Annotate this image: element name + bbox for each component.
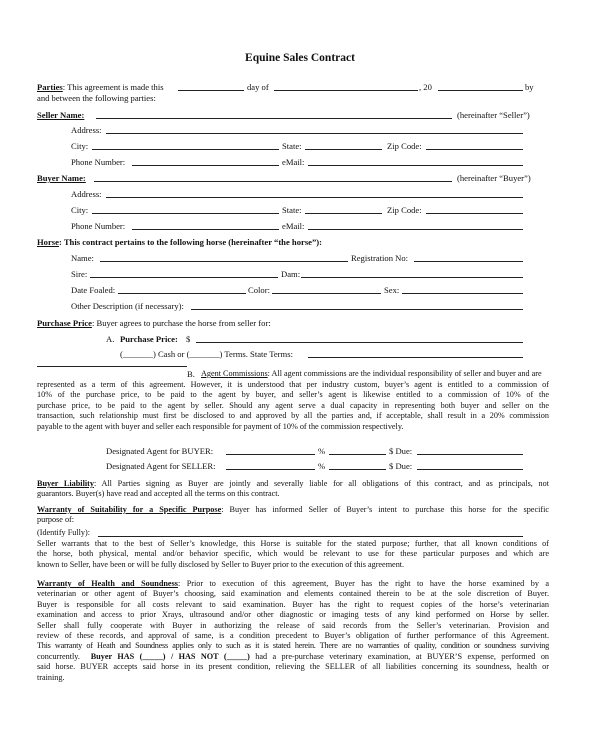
- health-line: training.: [37, 672, 65, 682]
- seller-phone-label: Phone Number:: [71, 157, 126, 167]
- agent-seller-pct-field[interactable]: [329, 469, 386, 470]
- purchase-price-label: Purchase Price:: [120, 334, 178, 344]
- identify-field[interactable]: [98, 536, 523, 537]
- health-label: Warranty of Health and Soundness: [37, 579, 178, 588]
- commissions-body: [37, 380, 549, 432]
- color-label: Color:: [248, 285, 270, 295]
- health-first-line: [37, 579, 549, 589]
- agent-seller-due: $ Due:: [389, 461, 413, 471]
- identify-label: (Identify Fully):: [37, 528, 90, 537]
- buyer-address-field[interactable]: [106, 197, 523, 198]
- agent-seller-pct: %: [318, 461, 326, 471]
- buyer-address-label: Address:: [71, 189, 102, 199]
- document-title: Equine Sales Contract: [245, 52, 355, 64]
- parties-label: Parties: [37, 82, 63, 92]
- sire-label: Sire:: [71, 269, 88, 279]
- buyer-state-label: State:: [282, 205, 302, 215]
- dam-label: Dam:: [281, 269, 301, 279]
- cash-terms-text: (_______) Cash or (_______) Terms. State Terms:: [120, 349, 293, 359]
- health-line: Seller shall fully cooperate with Buyer in authorizing the release of said records from the Seller’s veterinarian. Provision and: [37, 620, 549, 630]
- seller-herein: (hereinafter “Seller”): [457, 110, 530, 120]
- buyer-zip-field[interactable]: [426, 213, 523, 214]
- agent-buyer-pct-field[interactable]: [329, 454, 386, 455]
- horse-name-field[interactable]: [100, 261, 348, 262]
- month-field[interactable]: [274, 90, 418, 91]
- year-field[interactable]: [438, 90, 523, 91]
- sex-label: Sex:: [384, 285, 400, 295]
- buyer-zip-label: Zip Code:: [387, 205, 422, 215]
- suitability-first: : Buyer has informed Seller of Buyer’s intent to purchase this horse for the specific: [221, 505, 549, 514]
- buyer-email-field[interactable]: [308, 229, 523, 230]
- horse-line: [37, 237, 322, 247]
- agent-seller-due-field[interactable]: [417, 469, 523, 470]
- parties-line: [37, 82, 164, 92]
- agent-seller-field[interactable]: [226, 469, 315, 470]
- day-of-label: day of: [247, 82, 269, 92]
- seller-email-label: eMail:: [282, 157, 305, 167]
- commissions-first-line: [201, 369, 549, 379]
- date-foaled-field[interactable]: [118, 293, 246, 294]
- suitability-label: Warranty of Suitability for a Specific Purpose: [37, 505, 222, 514]
- buyer-email-label: eMail:: [282, 221, 305, 231]
- agent-buyer-field[interactable]: [226, 454, 315, 455]
- buyer-name-label: Buyer Name:: [37, 173, 86, 183]
- health-line: review of these records, and approval of same, is a condition precedent to Buyer’s obligation of further performance of this Agreement.: [37, 631, 549, 641]
- agent-buyer-pct: %: [318, 446, 326, 456]
- buyer-city-label: City:: [71, 205, 89, 215]
- seller-city-field[interactable]: [92, 149, 279, 150]
- buyer-has-choice: Buyer HAS (_____) / HAS NOT (_____): [90, 651, 250, 661]
- buyer-herein: (hereinafter “Buyer”): [457, 173, 531, 183]
- suitability-line: the horse, both physical, mental and/or behavior specific, which would be relevant to use for these particular purposes and which are: [37, 549, 549, 559]
- liability-label: Buyer Liability: [37, 479, 94, 488]
- liability-section: [37, 479, 549, 500]
- seller-address-field[interactable]: [106, 133, 523, 134]
- parties-text: : This agreement is made this: [62, 82, 164, 92]
- agent-seller-label: Designated Agent for SELLER:: [106, 461, 216, 471]
- purchase-price-field[interactable]: [196, 342, 523, 343]
- registration-field[interactable]: [414, 261, 523, 262]
- other-description-field[interactable]: [191, 309, 523, 310]
- purchase-line: [37, 318, 271, 328]
- dam-field[interactable]: [301, 277, 523, 278]
- suitability-line: Seller warrants that to the best of Seller’s knowledge, this Horse is suitable for the stated purpose; further, that all known conditions of: [37, 539, 549, 548]
- sire-field[interactable]: [90, 277, 278, 278]
- suitability-purpose: purpose of:: [37, 515, 75, 525]
- commissions-line: 10% of the purchase price, to be paid to the agent by buyer, and seller’s agent is likewise entitled to a commission of 10% of the: [37, 390, 549, 400]
- registration-label: Registration No:: [351, 253, 409, 263]
- suitability-first-line: [37, 505, 549, 515]
- health-exam-line: [37, 652, 549, 662]
- health-exam-rest: had a pre-purchase veterinary examination, at BUYER’S expense, performed on: [249, 651, 550, 661]
- purchase-label: Purchase Price: [37, 318, 92, 328]
- seller-state-field[interactable]: [305, 149, 382, 150]
- sex-field[interactable]: [402, 293, 523, 294]
- by-label: by: [525, 82, 534, 92]
- commissions-line: transaction, such relationship must first be disclosed to and approved by all the parties and, if acceptable, shall result in a 20% commission: [37, 411, 549, 421]
- liability-line-1: [37, 479, 549, 489]
- seller-city-label: City:: [71, 141, 89, 151]
- health-section: [37, 579, 549, 683]
- horse-label: Horse: [37, 237, 59, 247]
- commissions-line: purchase price, to be paid to the agent by seller. Should any agent serve a dual capacity in representing both buyer and seller on the: [37, 400, 549, 410]
- health-line: said horse. BUYER accepts said horse in its present condition, relieving the SELLER of all liabilities concerning its soundness, health or: [37, 662, 549, 672]
- health-line: veterinarian or other agent of Buyer’s choosing, said examination and elements contained therein to be at the sole discretion of Buyer.: [37, 589, 549, 599]
- agent-buyer-due-field[interactable]: [417, 454, 523, 455]
- health-line: examination and access to prior Xrays, ultrasound and/or other diagnostic or imaging tests of any kind performed on Horse by seller.: [37, 610, 549, 620]
- buyer-city-field[interactable]: [92, 213, 279, 214]
- suitability-body: [37, 539, 549, 570]
- health-concurrently: concurrently.: [37, 651, 80, 661]
- seller-email-field[interactable]: [308, 165, 523, 166]
- seller-name-label: Seller Name:: [37, 110, 85, 120]
- agent-buyer-due: $ Due:: [389, 446, 413, 456]
- day-field[interactable]: [178, 90, 244, 91]
- seller-phone-field[interactable]: [132, 165, 279, 166]
- date-foaled-label: Date Foaled:: [71, 285, 116, 295]
- dollar-sign: $: [186, 334, 191, 344]
- buyer-phone-field[interactable]: [132, 229, 279, 230]
- health-line: This warranty of Heath and Soundness applies only to such as it is stated herein. There are no warranties of quality, condition or soundness surviving: [37, 641, 549, 651]
- liability-line-2: guarantors. Buyer(s) have read and accepted all the terms on this contract.: [37, 489, 280, 499]
- agent-buyer-label: Designated Agent for BUYER:: [106, 446, 214, 456]
- health-line: Buyer is responsible for all costs relevant to said examination. Buyer has the right to request copies of the horse’s veterinarian: [37, 599, 549, 609]
- seller-name-field[interactable]: [96, 118, 452, 119]
- seller-zip-label: Zip Code:: [387, 141, 422, 151]
- suitability-section: [37, 505, 549, 526]
- commissions-line: payable to the agent with buyer and seller each responsible for payment of 10% of the commission respectively.: [37, 421, 404, 431]
- health-first: : Prior to execution of this agreement, Buyer has the right to have the horse examined by a: [177, 579, 550, 588]
- year-label: , 20: [419, 82, 432, 92]
- seller-zip-field[interactable]: [426, 149, 523, 150]
- state-terms-field[interactable]: [308, 357, 523, 358]
- color-field[interactable]: [272, 293, 381, 294]
- seller-state-label: State:: [282, 141, 302, 151]
- horse-text: : This contract pertains to the following horse (hereinafter “the horse”):: [58, 237, 322, 247]
- purchase-text: : Buyer agrees to purchase the horse from seller for:: [91, 318, 271, 328]
- suitability-line: known to Seller, have been or will be fully disclosed by Seller to Buyer prior to the execution of this agreement.: [37, 559, 405, 569]
- commissions-label: Agent Commissions: [201, 369, 268, 378]
- commission-left-line[interactable]: [37, 366, 187, 367]
- liability-text-1: : All Parties signing as Buyer are jointly and severally liable for all obligations of this contract, and as principals, not: [93, 479, 550, 488]
- parties-text-2: and between the following parties:: [37, 93, 156, 103]
- commissions-first: : All agent commissions are the individual responsibility of seller and buyer and are: [267, 369, 542, 378]
- other-description-label: Other Description (if necessary):: [71, 301, 184, 311]
- buyer-name-field[interactable]: [94, 181, 452, 182]
- purchase-a-marker: A.: [106, 334, 115, 344]
- buyer-phone-label: Phone Number:: [71, 221, 126, 231]
- horse-name-label: Name:: [71, 253, 94, 263]
- seller-address-label: Address:: [71, 125, 102, 135]
- buyer-state-field[interactable]: [305, 213, 382, 214]
- commissions-marker: B.: [187, 369, 195, 379]
- commissions-line: represented as a term of this agreement. However, it is understood that per industry custom, buyer’s agent is entitled to a commission of: [37, 380, 549, 389]
